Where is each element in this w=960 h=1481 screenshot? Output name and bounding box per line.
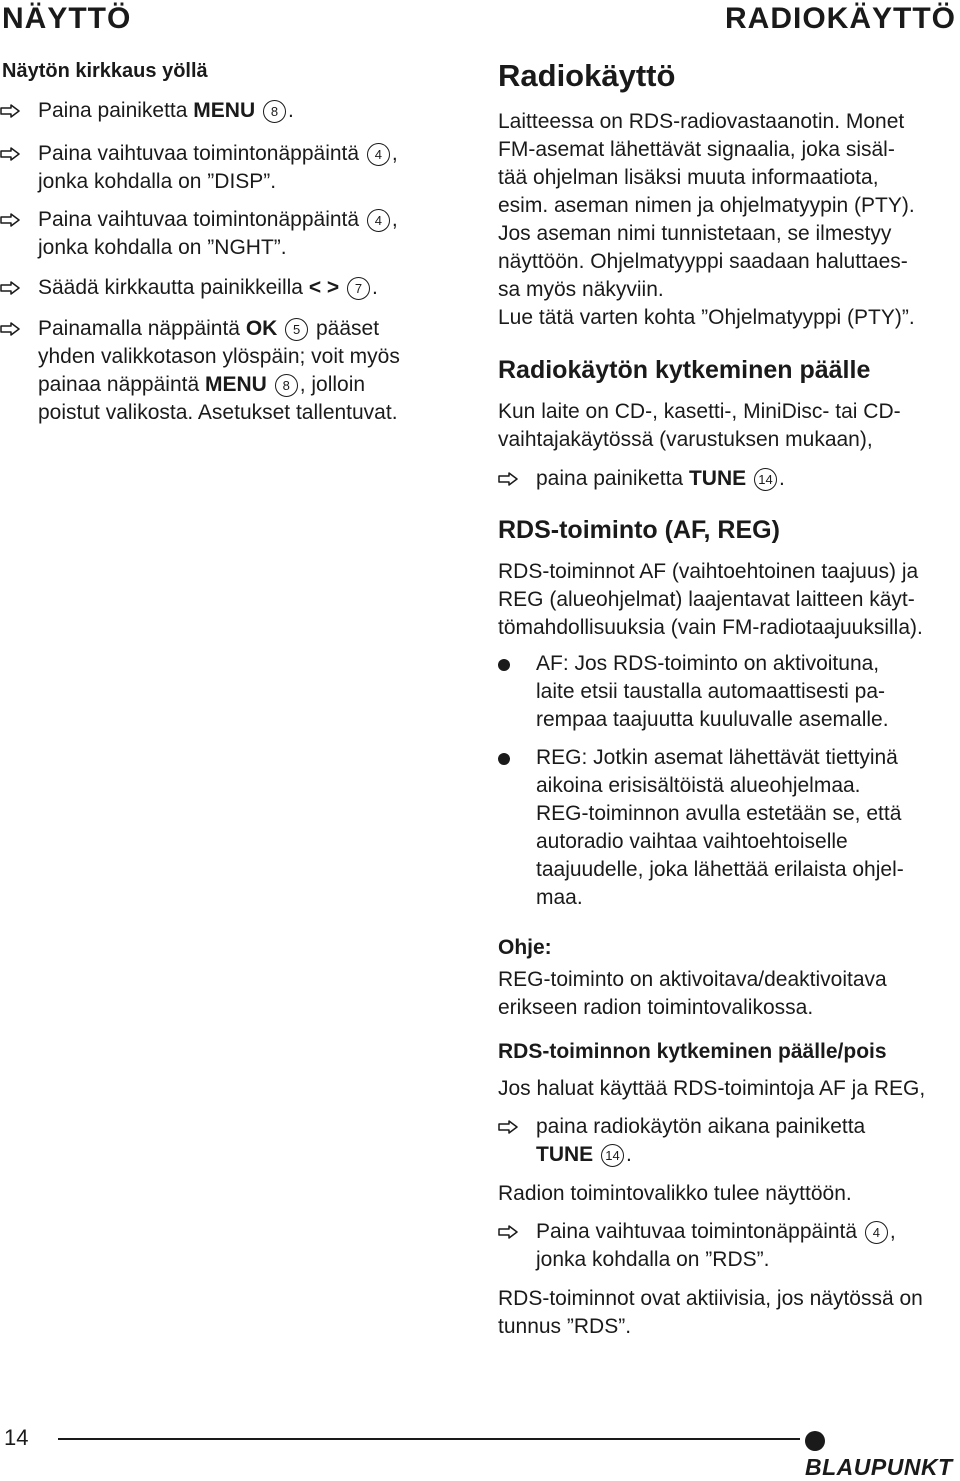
text-line: AF: Jos RDS-toiminto on aktivoituna, — [536, 652, 880, 675]
rds-onoff-text: Jos haluat käyttää RDS-toimintoja AF ja REG, — [498, 1077, 926, 1100]
bullet-reg — [498, 744, 958, 912]
key-number-badge: 5 — [285, 318, 308, 341]
step-text: paina radiokäytön aikana painiketta — [536, 1115, 866, 1138]
brand-text: BLAUPUNKT — [805, 1454, 953, 1480]
note-title: Ohje: — [498, 936, 552, 959]
arrow-icon — [0, 104, 20, 118]
text-line: tää ohjelman lisäksi muuta informaatiota, — [498, 166, 879, 189]
text-line: tunnus ”RDS”. — [498, 1315, 632, 1338]
text-line: RDS-toiminnot AF (vaihtoehtoinen taajuus) ja — [498, 560, 919, 583]
step-text: , jolloin — [299, 373, 366, 396]
footer-rule — [58, 1438, 800, 1440]
text-line: Lue tätä varten kohta ”Ohjelmatyyppi (PTY)”. — [498, 306, 915, 329]
section-title-left: NÄYTTÖ — [2, 2, 132, 35]
step-text-line3: painaa näppäintä — [38, 373, 205, 396]
arrow-icon — [0, 322, 20, 336]
logo-dot-icon — [805, 1431, 825, 1451]
step-text: pääset — [310, 317, 380, 340]
key-ok: OK — [245, 317, 278, 340]
step-text-line4: poistut valikosta. Asetukset tallentuvat. — [38, 401, 398, 424]
key-tune: TUNE — [536, 1143, 594, 1166]
arrow-icon — [498, 472, 518, 486]
key-menu: MENU — [205, 373, 267, 396]
key-number-badge: 8 — [263, 100, 286, 123]
text-line: tömahdollisuuksia (vain FM-radiotaajuuksilla). — [498, 616, 923, 639]
step-text: Paina vaihtuvaa toimintonäppäintä — [536, 1220, 863, 1243]
arrow-icon — [498, 1225, 518, 1239]
text-line: maa. — [536, 886, 583, 909]
bullet-af — [498, 650, 958, 734]
text-line: REG-toiminto on aktivoitava/deaktivoitava — [498, 968, 887, 991]
step-tune — [498, 465, 958, 493]
punct: , — [889, 1220, 896, 1243]
rds-paragraph — [498, 558, 958, 642]
text-line: rempaa taajuutta kuuluvalle asemalle. — [536, 708, 889, 731]
step-4 — [0, 274, 460, 302]
text-line: laite etsii taustalla automaattisesti pa- — [536, 680, 886, 703]
step-2 — [0, 140, 460, 196]
rds-active-text — [498, 1285, 958, 1341]
step-text-line2: jonka kohdalla on ”DISP”. — [38, 170, 277, 193]
step-rds-tune — [498, 1113, 958, 1169]
key-number-badge: 4 — [367, 143, 390, 166]
intro-paragraph — [498, 108, 958, 332]
key-number-badge: 14 — [601, 1144, 624, 1167]
bullet-icon — [498, 659, 510, 671]
step-text: paina painiketta — [536, 467, 689, 490]
brand-logo — [805, 1427, 960, 1481]
text-line: REG (alueohjelmat) laajentavat laitteen käyt- — [498, 588, 915, 611]
heading-rds: RDS-toiminto (AF, REG) — [498, 516, 780, 544]
text-line: sa myös näkyviin. — [498, 278, 664, 301]
step-text-line2: yhden valikkotason ylöspäin; voit myös — [38, 345, 400, 368]
arrow-icon — [0, 147, 20, 161]
bullet-icon — [498, 753, 510, 765]
arrow-icon — [498, 1120, 518, 1134]
key-number-badge: 4 — [865, 1221, 888, 1244]
step-text: Painamalla näppäintä — [38, 317, 246, 340]
step-5 — [0, 315, 470, 427]
text-line: FM-asemat lähettävät signaalia, joka sisäl- — [498, 138, 895, 161]
step-text: Paina vaihtuvaa toimintonäppäintä — [38, 142, 365, 165]
text-line: esim. aseman nimen ja ohjelmatyypin (PTY). — [498, 194, 915, 217]
step-text-line2: jonka kohdalla on ”RDS”. — [536, 1248, 770, 1271]
note-paragraph — [498, 966, 958, 1022]
text-line: autoradio vaihtaa vaihtoehtoiselle — [536, 830, 848, 853]
step-rds-key — [498, 1218, 958, 1274]
key-arrows: < > — [308, 276, 340, 299]
text-line: REG-toiminnon avulla estetään se, että — [536, 802, 902, 825]
step-text: Paina painiketta — [38, 99, 194, 122]
radio-on-paragraph — [498, 398, 958, 454]
section-title-right: RADIOKÄYTTÖ — [725, 2, 956, 35]
arrow-icon — [0, 213, 20, 227]
punct: . — [778, 467, 785, 490]
text-line: aikoina erisisältöistä alueohjelmaa. — [536, 774, 861, 797]
text-line: Jos aseman nimi tunnistetaan, se ilmestyy — [498, 222, 892, 245]
subtitle-brightness: Näytön kirkkaus yöllä — [2, 60, 208, 82]
text-line: RDS-toiminnot ovat aktiivisia, jos näytössä on — [498, 1287, 923, 1310]
key-number-badge: 8 — [275, 374, 298, 397]
key-menu: MENU — [193, 99, 256, 122]
heading-rds-onoff: RDS-toiminnon kytkeminen päälle/pois — [498, 1040, 887, 1063]
step-3 — [0, 206, 460, 262]
text-line: vaihtajakäytössä (varustuksen mukaan), — [498, 428, 873, 451]
punct: . — [372, 276, 378, 299]
text-line: Kun laite on CD-, kasetti-, MiniDisc- tai CD- — [498, 400, 901, 423]
heading-radio-on: Radiokäytön kytkeminen päälle — [498, 356, 871, 384]
punct: . — [287, 99, 294, 122]
step-1 — [0, 97, 460, 125]
key-number-badge: 14 — [754, 468, 777, 491]
menu-appears-text: Radion toimintovalikko tulee näyttöön. — [498, 1182, 852, 1205]
arrow-icon — [0, 281, 20, 295]
step-text: Säädä kirkkautta painikkeilla — [38, 276, 309, 299]
text-line: taajuudelle, joka lähettää erilaista ohjel- — [536, 858, 904, 881]
text-line: näyttöön. Ohjelmatyyppi saadaan haluttaes- — [498, 250, 908, 273]
key-number-badge: 4 — [367, 209, 390, 232]
heading-radiokaytto: Radiokäyttö — [498, 58, 676, 93]
key-tune: TUNE — [688, 467, 747, 490]
text-line: Laitteessa on RDS-radiovastaanotin. Monet — [498, 110, 905, 133]
text-line: erikseen radion toimintovalikossa. — [498, 996, 814, 1019]
punct: , — [391, 142, 398, 165]
page-number: 14 — [4, 1425, 29, 1450]
text-line: REG: Jotkin asemat lähettävät tiettyinä — [536, 746, 898, 769]
key-number-badge: 7 — [347, 277, 370, 300]
punct: . — [626, 1143, 632, 1166]
punct: , — [391, 208, 398, 231]
step-text: Paina vaihtuvaa toimintonäppäintä — [38, 208, 365, 231]
step-text-line2: jonka kohdalla on ”NGHT”. — [38, 236, 287, 259]
